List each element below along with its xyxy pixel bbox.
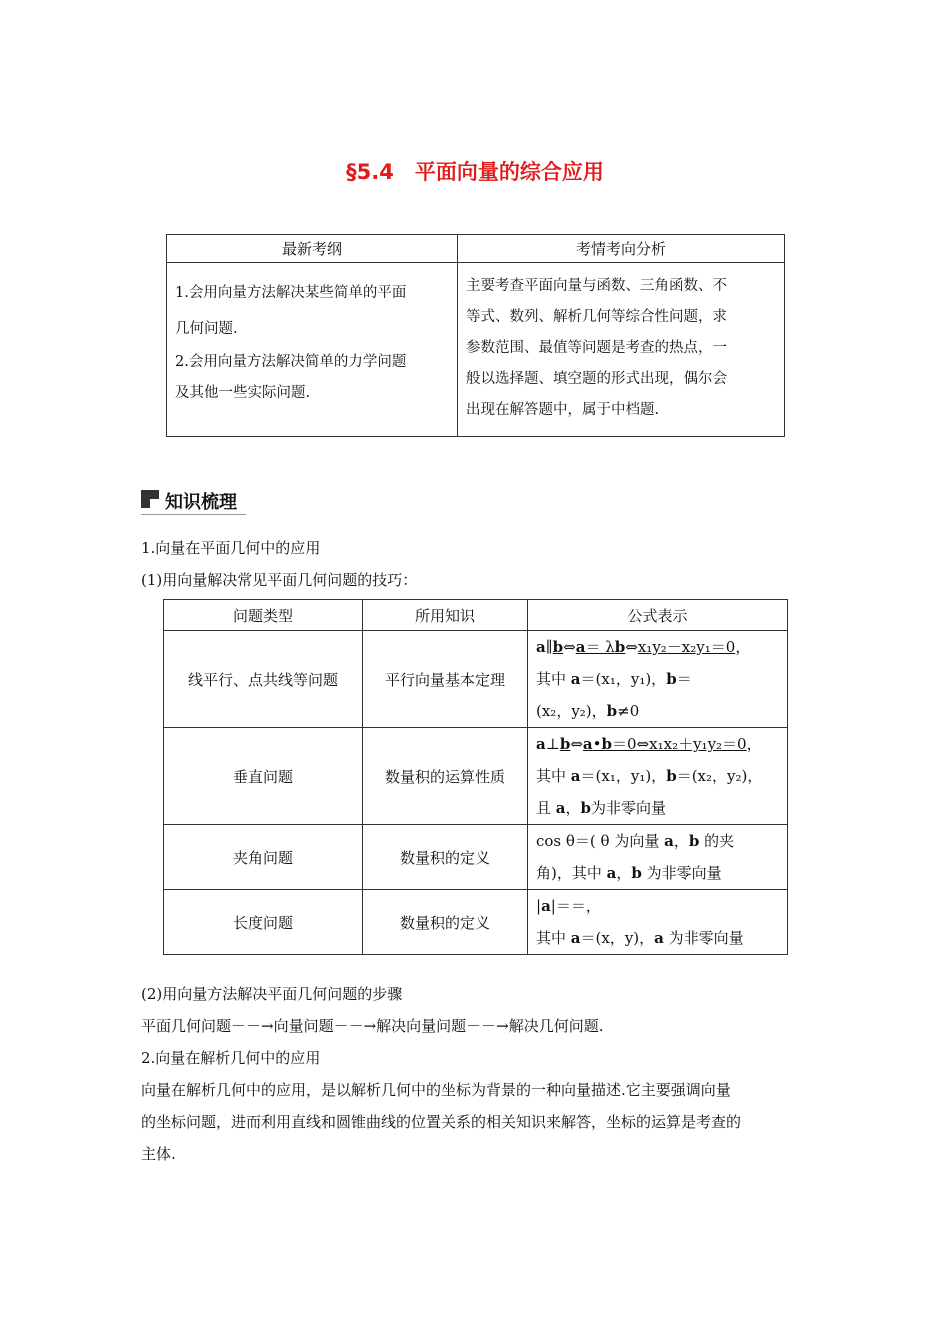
table-row (164, 890, 788, 955)
analysis-line: 等式、数列、解析几何等综合性问题，求 (466, 309, 727, 325)
table-header: 所用知识 (363, 600, 528, 631)
table-header: 问题类型 (164, 600, 363, 631)
formula-line: a∥b⇔a＝ λb⇔x₁y₂－x₂y₁＝0， (536, 638, 751, 656)
syllabus-line: 1.会用向量方法解决某些简单的平面 (175, 285, 407, 301)
knowledge-cell: 数量积的运算性质 (363, 728, 528, 825)
paragraph-line: 的坐标问题，进而利用直线和圆锥曲线的位置关系的相关知识来解答，坐标的运算是考查的 (141, 1113, 742, 1131)
problem-type-cell: 夹角问题 (164, 825, 363, 890)
problem-type-cell: 线平行、点共线等问题 (164, 631, 363, 728)
syllabus-cell (167, 263, 458, 437)
subsection-title: 1.向量在平面几何中的应用 (141, 539, 321, 557)
formula-line: a⊥b⇔a•b＝0⇔x₁x₂＋y₁y₂＝0， (536, 735, 762, 753)
subsection-subtitle: (2)用向量方法解决平面几何问题的步骤 (141, 985, 403, 1003)
analysis-line: 主要考查平面向量与函数、三角函数、不 (466, 278, 727, 294)
paragraph-line: 向量在解析几何中的应用，是以解析几何中的坐标为背景的一种向量描述.它主要强调向量 (141, 1081, 731, 1099)
formula-cell (528, 825, 788, 890)
knowledge-cell: 数量积的定义 (363, 825, 528, 890)
formula-cell (528, 631, 788, 728)
analysis-line: 般以选择题、填空题的形式出现，偶尔会 (466, 371, 727, 387)
page-title: §5.4 平面向量的综合应用 (346, 160, 604, 184)
formula-cell (528, 728, 788, 825)
subsection-subtitle: (1)用向量解决常见平面几何问题的技巧： (141, 571, 418, 589)
formula-line: 角)，其中 a，b 为非零向量 (536, 864, 722, 882)
knowledge-cell: 平行向量基本定理 (363, 631, 528, 728)
syllabus-line: 2.会用向量方法解决简单的力学问题 (175, 354, 407, 370)
table-header: 最新考纲 (167, 235, 458, 263)
table-header: 公式表示 (528, 600, 788, 631)
formula-cell (528, 890, 788, 955)
formula-line: (x₂，y₂)，b≠0 (536, 702, 640, 720)
table-row (164, 728, 788, 825)
problem-type-cell: 垂直问题 (164, 728, 363, 825)
formula-line: |a|＝＝， (536, 897, 601, 915)
knowledge-cell: 数量积的定义 (363, 890, 528, 955)
exam-outline-table (166, 234, 785, 437)
syllabus-line: 几何问题. (175, 321, 238, 337)
paragraph-line: 主体. (141, 1145, 176, 1163)
steps-line: 平面几何问题－－→向量问题－－→解决向量问题－－→解决几何问题. (141, 1017, 604, 1035)
formula-line: cos θ＝( θ 为向量 a，b 的夹 (536, 832, 735, 850)
problem-type-cell: 长度问题 (164, 890, 363, 955)
formula-line: 且 a，b为非零向量 (536, 799, 667, 817)
techniques-table (163, 599, 788, 955)
analysis-line: 出现在解答题中，属于中档题. (466, 402, 660, 418)
section-heading (141, 488, 246, 515)
formula-line: 其中 a＝(x，y)，a 为非零向量 (536, 929, 744, 947)
table-header: 考情考向分析 (458, 235, 785, 263)
analysis-cell (458, 263, 785, 437)
table-row (164, 825, 788, 890)
section-heading-label: 知识梳理 (165, 492, 237, 513)
body-paragraph (141, 1074, 813, 1170)
formula-line: 其中 a＝(x₁，y₁)，b＝(x₂，y₂)， (536, 767, 763, 785)
section-marker-icon (141, 490, 159, 508)
subsection-title: 2.向量在解析几何中的应用 (141, 1049, 321, 1067)
analysis-line: 参数范围、最值等问题是考查的热点，一 (466, 340, 727, 356)
syllabus-line: 及其他一些实际问题. (175, 385, 311, 401)
table-row (164, 631, 788, 728)
formula-line: 其中 a＝(x₁，y₁)，b＝ (536, 670, 692, 688)
